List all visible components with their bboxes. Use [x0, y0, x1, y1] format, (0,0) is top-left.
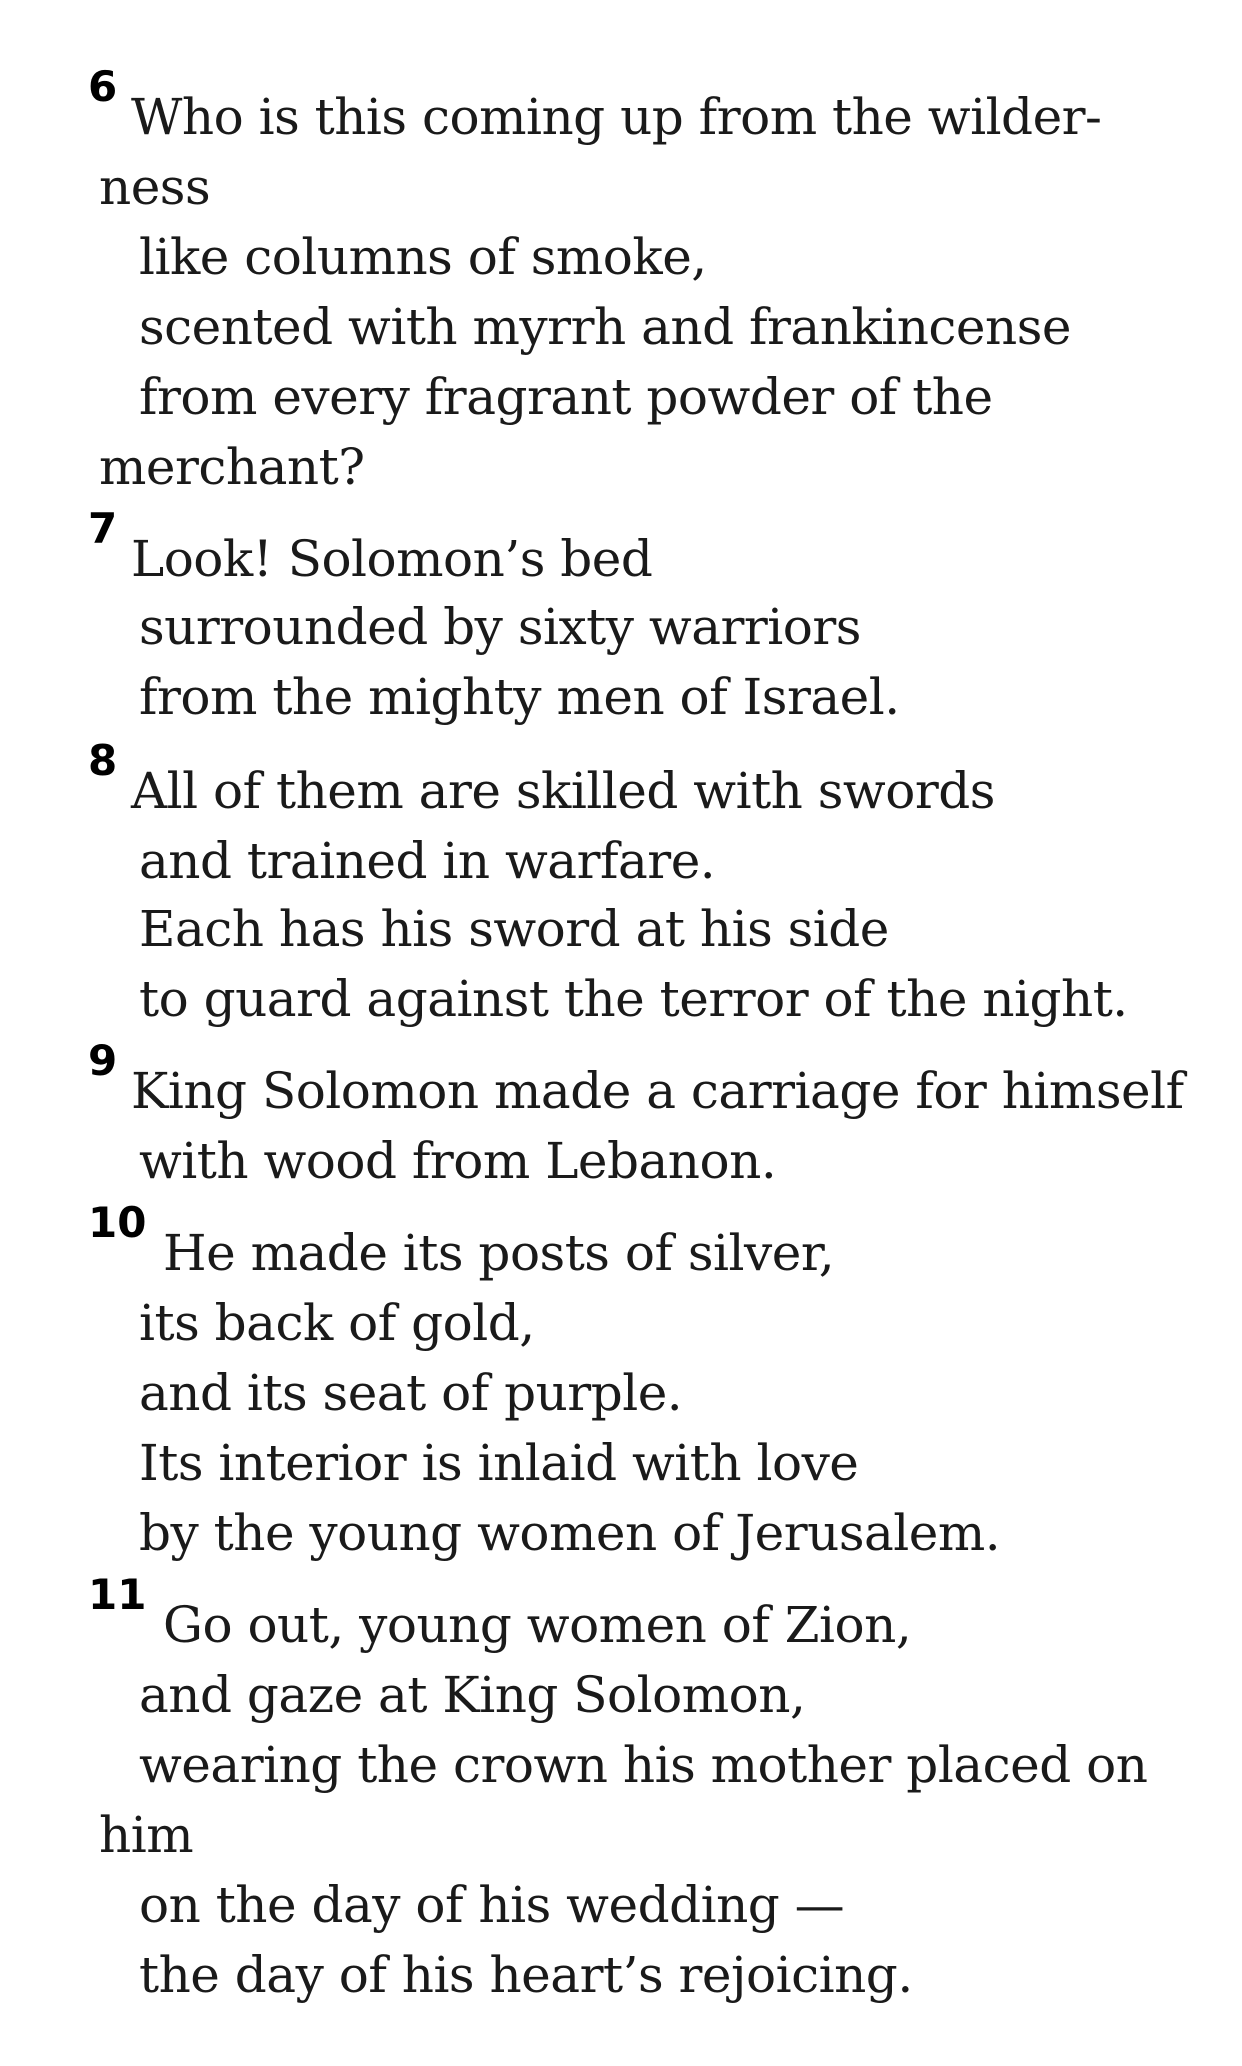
verse-line: Who is this coming up from the wilder- — [131, 88, 1102, 146]
verse-line: King Solomon made a carriage for himself — [131, 1062, 1184, 1120]
verse-number: 8 — [88, 736, 118, 785]
verse-line: merchant? — [99, 438, 365, 496]
verse-line: like columns of smoke, — [139, 228, 707, 286]
verse-line: surrounded by sixty warriors — [139, 598, 861, 656]
verse-number: 7 — [88, 504, 118, 553]
verse-line: to guard against the terror of the night. — [139, 970, 1128, 1028]
verse-line: and trained in warfare. — [139, 832, 716, 890]
verse-line: from the mighty men of Israel. — [139, 668, 900, 726]
verse-line: All of them are skilled with swords — [131, 762, 995, 820]
verse-number: 6 — [88, 62, 118, 111]
verse-line: its back of gold, — [139, 1294, 535, 1352]
verse-line: with wood from Lebanon. — [139, 1132, 777, 1190]
verse-line: and gaze at King Solomon, — [139, 1666, 806, 1724]
verse-number: 11 — [88, 1570, 147, 1619]
verse-line: by the young women of Jerusalem. — [139, 1504, 1001, 1562]
verse-line: on the day of his wedding — — [139, 1876, 845, 1934]
verse-number: 9 — [88, 1036, 118, 1085]
verse-line: him — [99, 1806, 194, 1864]
verse-line: wearing the crown his mother placed on — [139, 1736, 1148, 1794]
verse-line: Look! Solomon’s bed — [131, 530, 653, 588]
verse-line: He made its posts of silver, — [163, 1224, 835, 1282]
verse-line: scented with myrrh and frankincense — [139, 298, 1071, 356]
verse-number: 10 — [88, 1198, 147, 1247]
verse-line: the day of his heart’s rejoicing. — [139, 1946, 913, 2004]
verse-line: Its interior is inlaid with love — [139, 1434, 859, 1492]
verse-line: ness — [99, 158, 211, 216]
verse-line: Each has his sword at his side — [139, 900, 889, 958]
verse-line: and its seat of purple. — [139, 1364, 683, 1422]
verse-line: Go out, young women of Zion, — [163, 1596, 912, 1654]
verse-line: from every fragrant powder of the — [139, 368, 993, 426]
